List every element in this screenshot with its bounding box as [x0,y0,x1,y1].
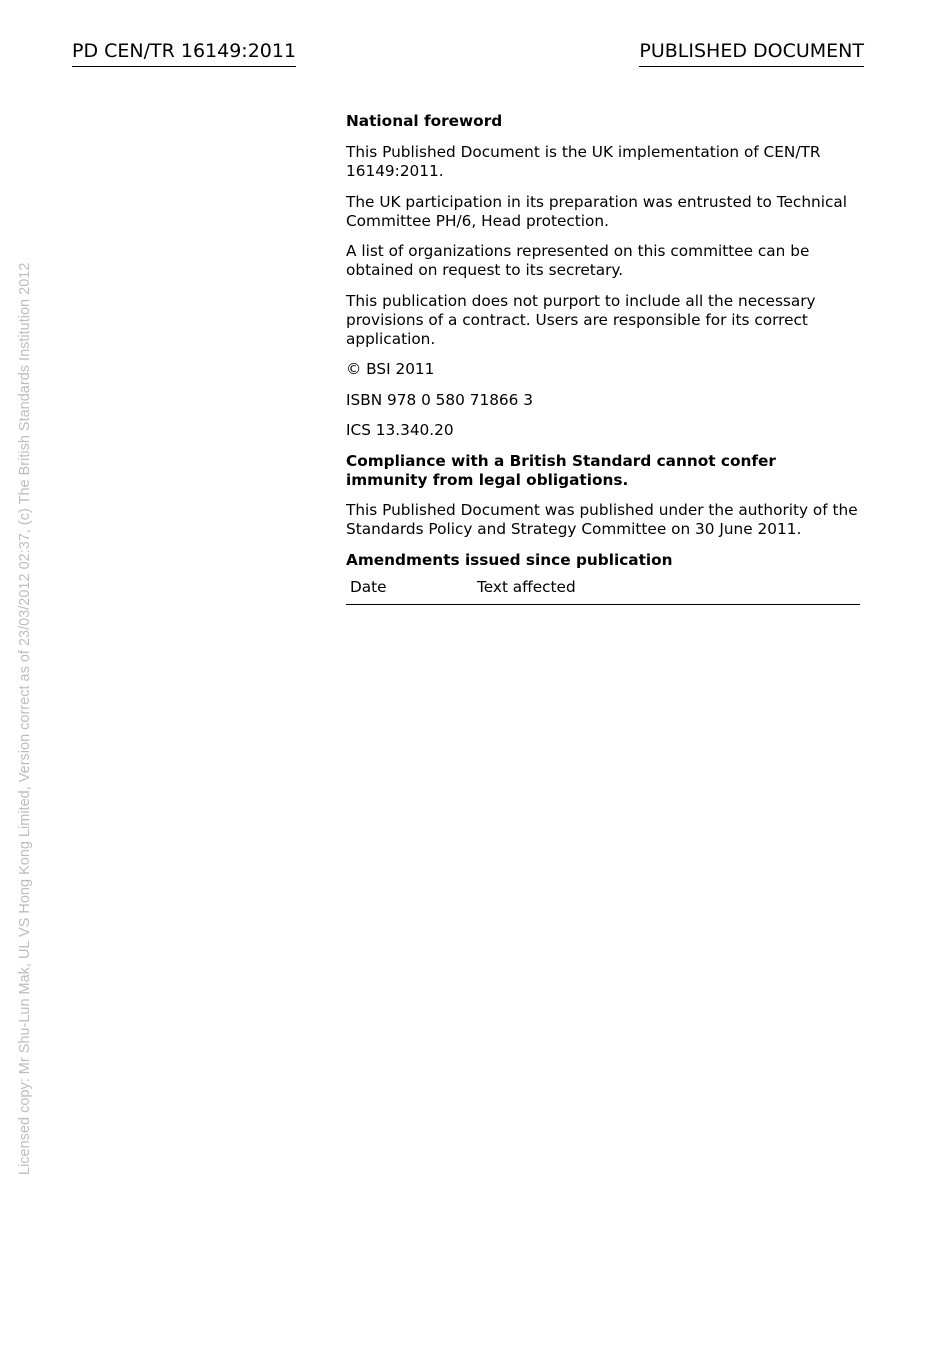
contract-paragraph: This publication does not purport to include all the necessary provisions of a contract. Users are responsible for its correct application. [346,291,816,348]
foreword-title: National foreword [346,112,503,130]
national-foreword [346,112,860,605]
column-header-date: Date [346,576,473,605]
implementation-paragraph: This Published Document is the UK implementation of CEN/TR 16149:2011. [346,143,821,180]
column-header-text-affected: Text affected [473,576,860,605]
authority-paragraph: This Published Document was published under the authority of the Standards Policy and Strategy Committee on 30 June 2011. [346,501,858,538]
document-type: PUBLISHED DOCUMENT [639,39,864,67]
participation-paragraph: The UK participation in its preparation was entrusted to Technical Committee PH/6, Head protection. [346,192,848,230]
isbn-line: ISBN 978 0 580 71866 3 [346,390,533,409]
document-id: PD CEN/TR 16149:2011 [72,39,296,67]
amendments-table [346,576,860,605]
amendments-header-row [346,576,860,605]
ics-line: ICS 13.340.20 [346,421,454,439]
copyright-line: © BSI 2011 [346,360,435,378]
compliance-statement: Compliance with a British Standard cannot confer immunity from legal obligations. [346,451,776,489]
license-watermark: Licensed copy: Mr Shu-Lun Mak, UL VS Hong Kong Limited, Version correct as of 23/03/2012 02:37, (c) The British Standards Institution 2012 [17,262,33,1175]
amendments-title: Amendments issued since publication [346,550,673,569]
committee-list-paragraph: A list of organizations represented on this committee can be obtained on request to its secretary. [346,242,810,279]
